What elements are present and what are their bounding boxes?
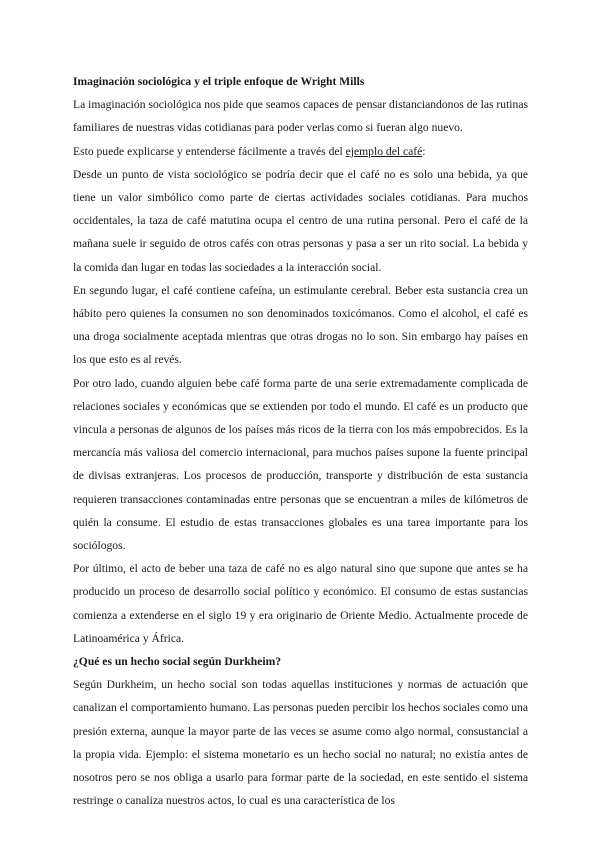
example-colon: : [422, 144, 426, 158]
paragraph-historical: Por último, el acto de beber una taza de café no es algo natural sino que supone que antes se ha producido un proceso de desarrollo social político y económico. El consumo de estas sustancias comienza a extenderse en el siglo 19 y era originario de Oriente Medio. Actualmente procede de Latinoamérica y África. [73, 562, 528, 645]
example-text: Esto puede explicarse y entenderse fácilmente a través del [73, 144, 346, 158]
section-heading-durkheim: ¿Qué es un hecho social según Durkheim? [73, 655, 282, 669]
document-body [73, 70, 528, 813]
paragraph-symbolic: Desde un punto de vista sociológico se podría decir que el café no es solo una bebida, ya que tiene un valor simbólico como parte de ciertas actividades sociales cotidianas. Para muchos occidentales, la taza de café matutina ocupa el centro de una rutina personal. Pero el café de la mañana suele ir seguido de otros cafés con otras personas y pasa a ser un rito social. La bebida y la comida dan lugar en todas las sociedades a la interacción social. [73, 167, 528, 274]
paragraph-economic: Por otro lado, cuando alguien bebe café forma parte de una serie extremadamente complicada de relaciones sociales y económicas que se extienden por todo el mundo. El café es un producto que vincula a personas de algunos de los países más ricos de la tierra con los más empobrecidos. Es la mercancía más valiosa del comercio internacional, para muchos países supone la fuente principal de divisas extranjeras. Los procesos de producción, transporte y distribución de esta sustancia requieren transacciones contaminadas entre personas que se encuentran a miles de kilómetros de quién la consume. El estudio de estas transacciones globales es una tarea importante para los sociólogos. [73, 376, 528, 553]
example-link[interactable]: ejemplo del café [345, 144, 423, 158]
paragraph-caffeine: En segundo lugar, el café contiene cafeína, un estimulante cerebral. Beber esta sustancia crea un hábito pero quienes la consumen no son denominados toxicómanos. Como el alcohol, el café es una droga socialmente aceptada mientras que otras drogas no lo son. Sin embargo hay países en los que esto es al revés. [73, 283, 528, 367]
document-title: Imaginación sociológica y el triple enfoque de Wright Mills [73, 75, 365, 88]
paragraph-durkheim: Según Durkheim, un hecho social son todas aquellas instituciones y normas de actuación que canalizan el comportamiento humano. Las personas pueden percibir los hechos sociales como una presión externa, aunque la mayor parte de las veces se asume como algo normal, consustancial a la propia vida. Ejemplo: el sistema monetario es un hecho social no natural; no existía antes de nosotros pero se nos obliga a usarlo para formar parte de la sociedad, en este sentido el sistema restringe o canaliza nuestros actos, lo cual es una característica de los [73, 678, 528, 808]
intro-paragraph: La imaginación sociológica nos pide que seamos capaces de pensar distanciandonos de las rutinas familiares de nuestras vidas cotidianas para poder verlas como si fueran algo nuevo. [73, 98, 528, 135]
example-paragraph [73, 140, 528, 163]
